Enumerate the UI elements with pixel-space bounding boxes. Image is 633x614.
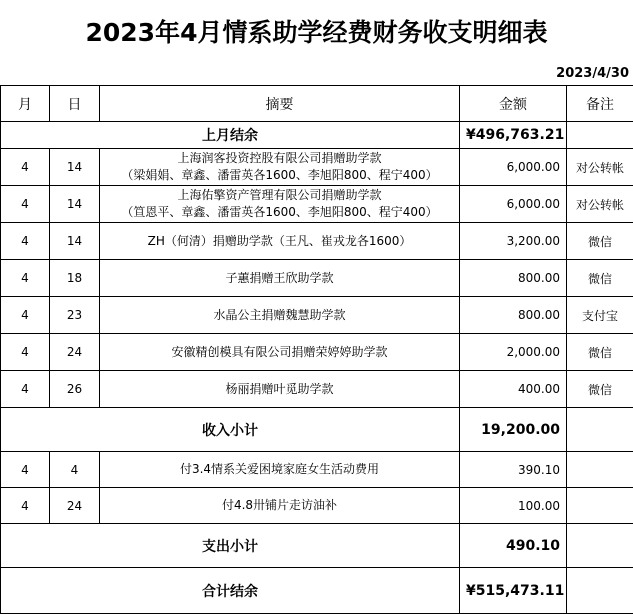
summary-line: 杨丽捐赠叶觅助学款 [100, 381, 459, 398]
amount-cell: 6,000.00 [460, 186, 567, 223]
amount-cell: 100.00 [460, 488, 567, 524]
summary-line: 上海佑擎资产管理有限公司捐赠助学款 [100, 187, 459, 204]
amount-cell: 800.00 [460, 260, 567, 297]
summary-line: 安徽精创模具有限公司捐赠荣婷婷助学款 [100, 344, 459, 361]
day-cell: 14 [50, 223, 100, 260]
summary-cell [100, 297, 460, 334]
table-row [1, 297, 633, 334]
report-date: 2023/4/30 [556, 62, 629, 84]
table-row [1, 452, 633, 488]
month-cell: 4 [1, 452, 50, 488]
table-row [1, 488, 633, 524]
summary-cell [100, 149, 460, 186]
currency-symbol: ¥ [466, 583, 476, 599]
opening-balance-row [1, 122, 633, 149]
summary-cell [100, 186, 460, 223]
note-cell: 对公转帐 [567, 186, 633, 223]
month-cell: 4 [1, 371, 50, 408]
income-subtotal-row [1, 408, 633, 452]
closing-balance-value: 515,473.11 [476, 583, 565, 599]
day-cell: 26 [50, 371, 100, 408]
month-cell: 4 [1, 488, 50, 524]
day-cell: 24 [50, 488, 100, 524]
amount-cell: 800.00 [460, 297, 567, 334]
note-cell: 支付宝 [567, 297, 633, 334]
note-cell [567, 452, 633, 488]
day-cell: 24 [50, 334, 100, 371]
expense-subtotal-row [1, 524, 633, 568]
note-cell: 微信 [567, 260, 633, 297]
closing-balance-row [1, 568, 633, 614]
note-cell: 微信 [567, 371, 633, 408]
day-cell: 14 [50, 186, 100, 223]
currency-symbol: ¥ [466, 127, 476, 143]
summary-cell [100, 371, 460, 408]
summary-cell [100, 260, 460, 297]
note-cell [567, 488, 633, 524]
month-cell: 4 [1, 149, 50, 186]
amount-cell: 3,200.00 [460, 223, 567, 260]
opening-balance-amount [460, 122, 567, 149]
table-row [1, 260, 633, 297]
note-cell: 微信 [567, 223, 633, 260]
summary-line: 水晶公主捐赠魏慧助学款 [100, 307, 459, 324]
table-row [1, 223, 633, 260]
amount-cell: 2,000.00 [460, 334, 567, 371]
table-row [1, 334, 633, 371]
page-title: 2023年4月情系助学经费财务收支明细表 [0, 0, 633, 62]
month-cell: 4 [1, 223, 50, 260]
header-row [1, 86, 633, 122]
income-subtotal-label: 收入小计 [1, 408, 460, 452]
day-cell: 14 [50, 149, 100, 186]
summary-detail-line: （梁娟娟、章鑫、潘雷英各1600、李旭阳800、程宁400） [100, 167, 459, 184]
month-cell: 4 [1, 334, 50, 371]
summary-line: ZH（何清）捐赠助学款（王凡、崔戎龙各1600） [100, 233, 459, 250]
month-cell: 4 [1, 297, 50, 334]
summary-line: 付4.8卅铺片走访油补 [100, 497, 459, 514]
day-cell: 18 [50, 260, 100, 297]
table-row [1, 371, 633, 408]
month-header: 月 [1, 86, 50, 122]
note-cell: 对公转帐 [567, 149, 633, 186]
summary-cell [100, 452, 460, 488]
opening-balance-label: 上月结余 [1, 122, 460, 149]
summary-line: 付3.4情系关爱困境家庭女生活动费用 [100, 461, 459, 478]
amount-header: 金额 [460, 86, 567, 122]
table-row [1, 149, 633, 186]
summary-header: 摘要 [100, 86, 460, 122]
summary-cell [100, 223, 460, 260]
month-cell: 4 [1, 260, 50, 297]
summary-detail-line: （笪恩平、章鑫、潘雷英各1600、李旭阳800、程宁400） [100, 204, 459, 221]
summary-cell [100, 334, 460, 371]
note-header: 备注 [567, 86, 633, 122]
amount-cell: 390.10 [460, 452, 567, 488]
month-cell: 4 [1, 186, 50, 223]
expense-subtotal-label: 支出小计 [1, 524, 460, 568]
opening-balance-value: 496,763.21 [476, 127, 565, 143]
amount-cell: 400.00 [460, 371, 567, 408]
summary-line: 上海润客投资控股有限公司捐赠助学款 [100, 150, 459, 167]
day-header: 日 [50, 86, 100, 122]
summary-cell [100, 488, 460, 524]
summary-line: 子蕙捐赠王欣助学款 [100, 270, 459, 287]
income-subtotal-amount: 19,200.00 [460, 408, 567, 452]
day-cell: 23 [50, 297, 100, 334]
closing-balance-amount [460, 568, 567, 614]
day-cell: 4 [50, 452, 100, 488]
note-cell: 微信 [567, 334, 633, 371]
closing-balance-label: 合计结余 [1, 568, 460, 614]
expense-subtotal-amount: 490.10 [460, 524, 567, 568]
ledger-table [0, 85, 633, 614]
amount-cell: 6,000.00 [460, 149, 567, 186]
table-row [1, 186, 633, 223]
